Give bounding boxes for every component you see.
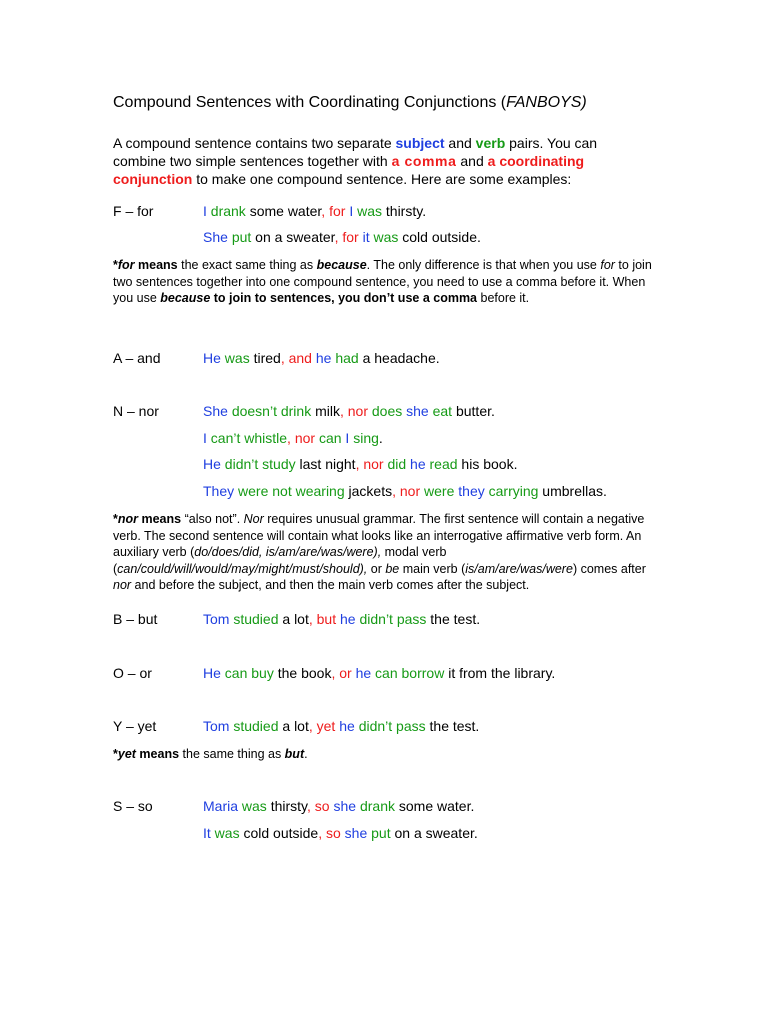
subject-text: Maria [203, 798, 239, 814]
conjunction-text: , nor [339, 403, 368, 419]
plain-text: milk [311, 403, 340, 419]
conjunction-text: , but [308, 611, 337, 627]
plain-text: butter. [452, 403, 495, 419]
conjunction-text: , for [321, 203, 346, 219]
intro-text-1: A compound sentence contains two separate [113, 135, 396, 151]
title-text: Compound Sentences with Coordinating Conjunctions ( [113, 94, 507, 111]
note-yet [113, 746, 658, 763]
italic-text: Nor [243, 512, 264, 526]
subject-text: she [344, 825, 368, 841]
plain-text: thirsty [266, 798, 308, 814]
intro-text-5: to make one compound sentence. Here are some examples: [192, 171, 572, 187]
verb-text: were [424, 483, 455, 499]
verb-text: put [231, 229, 252, 245]
bold-text: means [135, 747, 180, 761]
verb-text: was [357, 203, 382, 219]
conjunction-letter: Y – yet [113, 718, 157, 734]
italic-text: nor [113, 578, 132, 593]
conjunction-letter: F – for [113, 203, 154, 219]
intro-text-4: and [456, 153, 488, 169]
emphasis-text: nor [117, 512, 139, 526]
plain-text: ) comes after [572, 561, 646, 576]
plain-text: the test. [426, 611, 481, 627]
plain-text: umbrellas. [538, 483, 607, 499]
subject-text: I [203, 203, 207, 219]
plain-text: the book [273, 665, 332, 681]
conjunction-text: , so [307, 798, 330, 814]
intro-paragraph [113, 134, 653, 188]
conjunction-text: , so [318, 825, 341, 841]
italic-text: is/am/are/was/were [465, 561, 573, 576]
subject-text: he [355, 665, 372, 681]
bold-text: * [113, 258, 118, 272]
page-title [113, 94, 587, 112]
plain-text: his book. [457, 456, 518, 472]
title-fanboys: FANBOYS) [506, 94, 587, 111]
plain-text: some water. [394, 798, 475, 814]
emphasis-text: for [117, 258, 135, 272]
subject-text: He [203, 350, 221, 366]
plain-text: some water [245, 203, 322, 219]
plain-text: on a sweater. [390, 825, 478, 841]
verb-text: carrying [488, 483, 539, 499]
plain-text: last night [295, 456, 356, 472]
subject-text: It [203, 825, 211, 841]
subject-text: She [203, 403, 228, 419]
subject-text: they [458, 483, 485, 499]
verb-text: drank [210, 203, 246, 219]
plain-text: on a sweater [251, 229, 335, 245]
plain-text: it from the library. [444, 665, 556, 681]
subject-text: He [203, 665, 221, 681]
emphasis-text: yet [117, 747, 136, 761]
example-sentence [203, 825, 478, 841]
verb-text: can borrow [375, 665, 445, 681]
conjunction-text: , for [334, 229, 359, 245]
bold-text: * [113, 747, 118, 761]
subject-text: I [203, 430, 207, 446]
example-sentence [203, 798, 474, 814]
plain-text: to join two sentences together into one compound sentence, you need to use a comma before it. When you use [113, 258, 652, 306]
intro-comma: a comma [391, 153, 457, 169]
example-sentence [203, 665, 555, 681]
plain-text: the test. [425, 718, 480, 734]
intro-text-2: and [444, 135, 476, 151]
plain-text: . [304, 747, 308, 761]
plain-text: and before the subject, and then the main verb comes after the subject. [131, 578, 530, 593]
plain-text: or [367, 561, 386, 576]
plain-text: before it. [477, 291, 530, 306]
plain-text: jackets [344, 483, 393, 499]
plain-text: a headache. [358, 350, 440, 366]
conjunction-letter: B – but [113, 611, 158, 627]
intro-text-3: pairs. You can combine two simple sentences together with [113, 135, 598, 169]
subject-text: he [315, 350, 332, 366]
subject-text: he [410, 456, 426, 472]
conjunction-letter: O – or [113, 665, 152, 681]
example-sentence [203, 350, 440, 366]
subject-text: He [203, 456, 221, 472]
example-sentence [203, 229, 481, 245]
verb-text: eat [432, 403, 453, 419]
plain-text: main verb ( [399, 561, 466, 576]
italic-text: do/does/did, is/am/are/was/were), [194, 545, 382, 560]
subject-text: he [340, 611, 356, 627]
subject-text: They [203, 483, 235, 499]
italic-text: for [600, 258, 615, 272]
subject-text: I [345, 430, 350, 446]
emphasis-text: because [160, 291, 211, 306]
conjunction-letter: S – so [113, 798, 153, 814]
example-sentence [203, 203, 426, 219]
emphasis-text: because [316, 258, 367, 272]
verb-text: didn’t pass [358, 718, 426, 734]
plain-text: cold outside. [398, 229, 481, 245]
plain-text: a lot [278, 718, 309, 734]
verb-text: was [214, 825, 240, 841]
plain-text: . [378, 430, 383, 446]
verb-text: does [371, 403, 403, 419]
example-sentence [203, 718, 479, 734]
plain-text: the same thing as [179, 747, 285, 761]
bold-text: * [113, 512, 118, 526]
verb-text: didn’t pass [359, 611, 427, 627]
conjunction-text: , nor [392, 483, 421, 499]
verb-text: had [335, 350, 359, 366]
verb-text: can’t whistle [210, 430, 288, 446]
conjunction-letter: N – nor [113, 403, 159, 419]
example-sentence [203, 456, 517, 472]
plain-text: “also not”. [181, 512, 244, 526]
subject-text: she [333, 798, 357, 814]
subject-text: She [203, 229, 228, 245]
verb-text: sing [353, 430, 379, 446]
plain-text: a lot [278, 611, 309, 627]
verb-text: was [224, 350, 250, 366]
conjunction-text: , and [280, 350, 312, 366]
verb-text: can buy [224, 665, 274, 681]
plain-text: thirsty. [382, 203, 427, 219]
plain-text: tired [249, 350, 281, 366]
conjunction-letter: A – and [113, 350, 161, 366]
conjunction-text: , nor [355, 456, 384, 472]
verb-text: were not wearing [238, 483, 345, 499]
conjunction-text: , nor [287, 430, 316, 446]
intro-verb: verb [475, 135, 506, 151]
intro-subject: subject [395, 135, 445, 151]
example-sentence [203, 611, 480, 627]
verb-text: didn’t study [224, 456, 296, 472]
plain-text: cold outside [239, 825, 319, 841]
verb-text: can [318, 430, 342, 446]
verb-text: read [429, 456, 458, 472]
note-nor [113, 511, 658, 594]
italic-text: be [385, 561, 400, 576]
subject-text: it [362, 229, 370, 245]
subject-text: I [349, 203, 354, 219]
subject-text: he [339, 718, 355, 734]
verb-text: was [241, 798, 267, 814]
bold-text: means [138, 512, 182, 526]
verb-text: studied [233, 611, 279, 627]
verb-text: doesn’t drink [231, 403, 312, 419]
plain-text: modal verb ( [113, 545, 447, 576]
example-sentence [203, 430, 383, 446]
plain-text: requires unusual grammar. The first sentence will contain a negative verb. The second sentence will contain what looks like an interrogative affirmative verb form. An auxiliary verb ( [113, 512, 645, 560]
note-for [113, 257, 658, 307]
bold-text: to join to sentences, you don’t use a comma [210, 291, 478, 306]
verb-text: put [371, 825, 391, 841]
subject-text: she [406, 403, 429, 419]
verb-text: did [387, 456, 407, 472]
example-sentence [203, 403, 495, 419]
verb-text: was [373, 229, 399, 245]
conjunction-text: , yet [308, 718, 336, 734]
subject-text: Tom [203, 611, 230, 627]
conjunction-text: , or [331, 665, 352, 681]
subject-text: Tom [203, 718, 230, 734]
emphasis-text: but [284, 747, 305, 761]
plain-text: the exact same thing as [177, 258, 317, 272]
intro-coordinating-conjunction: a coordinating conjunction [113, 153, 585, 187]
example-sentence [203, 483, 607, 499]
bold-text: means [134, 258, 178, 272]
verb-text: drank [359, 798, 395, 814]
italic-text: can/could/will/would/may/might/must/should), [117, 561, 368, 576]
verb-text: studied [233, 718, 279, 734]
plain-text: . The only difference is that when you use [366, 258, 601, 272]
